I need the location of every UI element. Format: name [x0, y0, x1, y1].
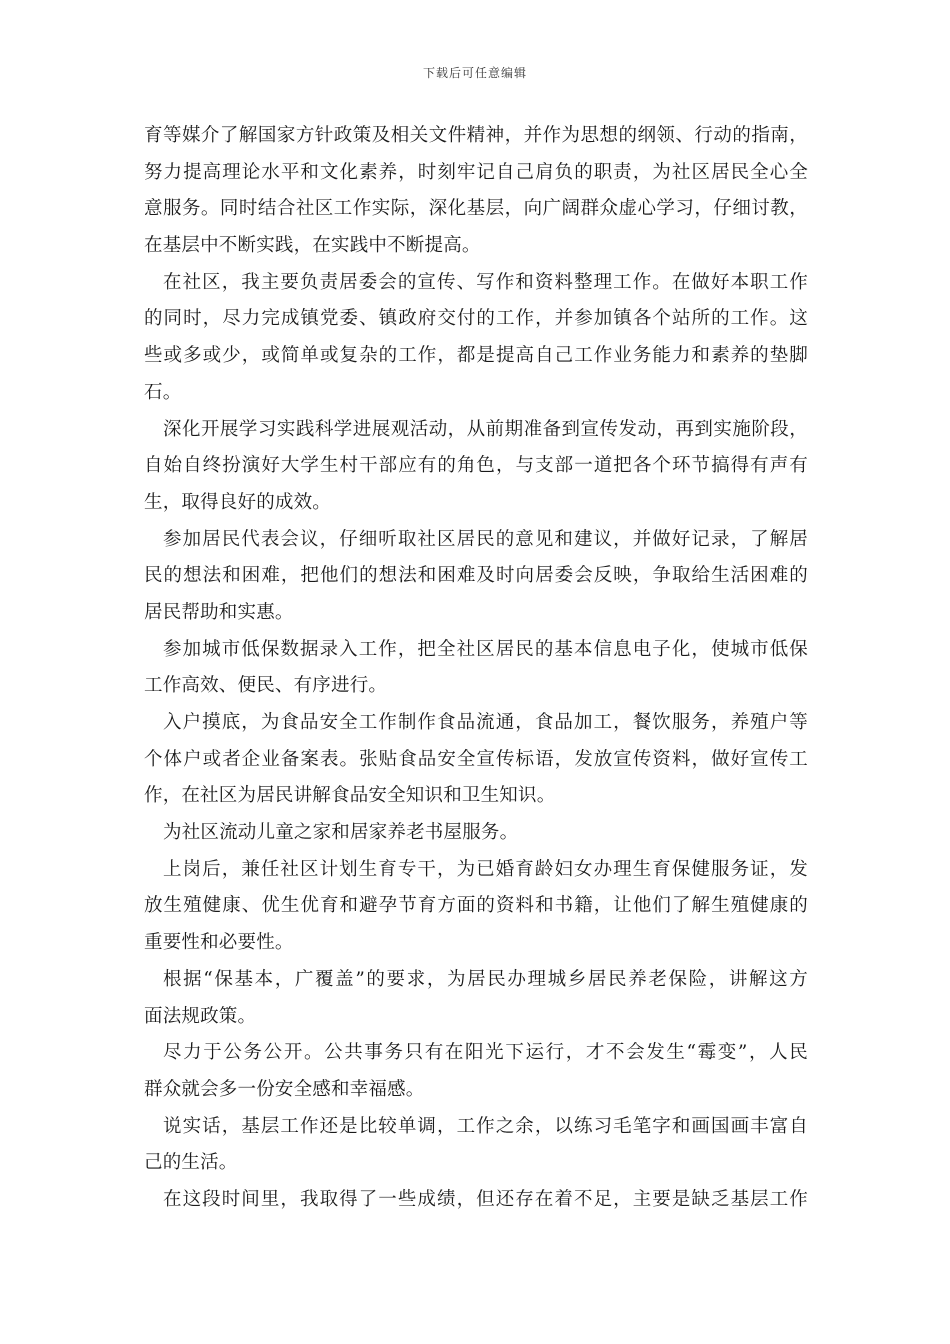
- text-line: 些或多或少，或简单或复杂的工作，都是提高自己工作业务能力和素养的垫脚: [144, 345, 808, 367]
- text-line: 入户摸底，为食品安全工作制作食品流通，食品加工，餐饮服务，养殖户等: [163, 712, 808, 733]
- document-body: [144, 118, 808, 1219]
- text-line: 意服务。同时结合社区工作实际，深化基层，向广阔群众虚心学习，仔细讨教，: [144, 198, 808, 220]
- text-line: 在这段时间里，我取得了一些成绩，但还存在着不足，主要是缺乏基层工作: [163, 1188, 808, 1210]
- text-line: 石。: [144, 381, 182, 403]
- text-line: 民的想法和困难，把他们的想法和困难及时向居委会反映，争取给生活困难的: [144, 565, 808, 587]
- text-line: 为社区流动儿童之家和居家养老书屋服务。: [163, 822, 519, 844]
- text-line: 根据“保基本，广覆盖”的要求，为居民办理城乡居民养老保险，讲解这方: [163, 968, 808, 990]
- text-line: 参加城市低保数据录入工作，把全社区居民的基本信息电子化，使城市低保: [163, 638, 808, 660]
- text-line: 工作高效、便民、有序进行。: [144, 675, 388, 697]
- text-line: 努力提高理论水平和文化素养，时刻牢记自己肩负的职责，为社区居民全心全: [144, 161, 808, 183]
- text-line: 在基层中不断实践，在实践中不断提高。: [144, 235, 481, 257]
- text-line: 育等媒介了解国家方针政策及相关文件精神，并作为思想的纲领、行动的指南，: [144, 125, 808, 146]
- text-line: 作，在社区为居民讲解食品安全知识和卫生知识。: [144, 785, 556, 807]
- text-line: 参加居民代表会议，仔细听取社区居民的意见和建议，并做好记录，了解居: [163, 528, 808, 550]
- text-line: 个体户或者企业备案表。张贴食品安全宣传标语，发放宣传资料，做好宣传工: [144, 748, 808, 770]
- text-line: 自始自终扮演好大学生村干部应有的角色，与支部一道把各个环节搞得有声有: [144, 455, 808, 477]
- text-line: 上岗后，兼任社区计划生育专干，为已婚育龄妇女办理生育保健服务证，发: [163, 858, 808, 880]
- text-line: 说实话，基层工作还是比较单调，工作之余，以练习毛笔字和画国画丰富自: [163, 1115, 808, 1137]
- text-line: 尽力于公务公开。公共事务只有在阳光下运行，才不会发生“霉变”，人民: [163, 1042, 808, 1064]
- text-line: 群众就会多一份安全感和幸福感。: [144, 1078, 425, 1100]
- text-line: 己的生活。: [144, 1152, 238, 1174]
- text-line: 居民帮助和实惠。: [144, 601, 294, 623]
- text-line: 深化开展学习实践科学进展观活动，从前期准备到宣传发动，再到实施阶段，: [163, 418, 808, 440]
- text-line: 的同时，尽力完成镇党委、镇政府交付的工作，并参加镇各个站所的工作。这: [144, 308, 808, 330]
- text-line: 放生殖健康、优生优育和避孕节育方面的资料和书籍，让他们了解生殖健康的: [144, 895, 808, 917]
- text-line: 重要性和必要性。: [144, 932, 294, 954]
- page-header-note: 下载后可任意编辑: [422, 66, 527, 80]
- text-line: 生，取得良好的成效。: [144, 491, 332, 513]
- text-line: 面法规政策。: [144, 1005, 257, 1027]
- text-line: 在社区，我主要负责居委会的宣传、写作和资料整理工作。在做好本职工作: [163, 271, 808, 293]
